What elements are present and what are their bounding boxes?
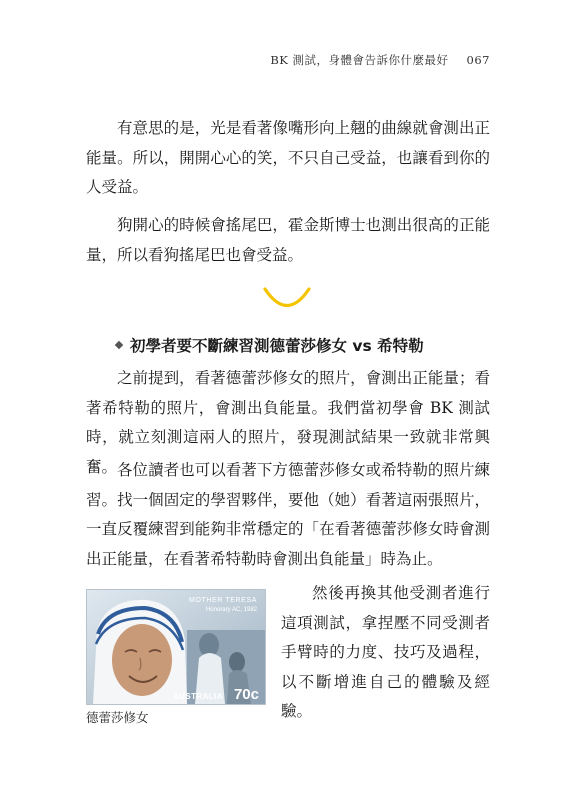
figure-caption: 德蕾莎修女 [86,710,149,725]
section-heading [116,334,424,356]
running-header [270,52,490,68]
paragraph-other-subjects-text: 然後再換其他受測者進行這項測試，拿捏壓不同受測者手臂時的力度、技巧及過程，以不斷增進自己的體驗及經驗。 [281,584,490,721]
paragraph-dog-tail: 狗開心的時候會搖尾巴，霍金斯博士也測出很高的正能量，所以看狗搖尾巴也會受益。 [86,216,490,264]
paragraph-smile-curve: 有意思的是，光是看著像嘴形向上翹的曲線就會測出正能量。所以，開開心心的笑，不只自己受益，也讓看到你的人受益。 [86,119,490,197]
running-title: BK 測試，身體會告訴你什麼最好 [270,53,449,67]
stamp-value: 70c [233,686,259,703]
smile-icon [262,286,312,312]
paragraph-other-subjects [281,579,490,727]
section-heading-text: 初學者要不斷練習測德蕾莎修女 vs 希特勒 [130,337,424,355]
stamp-illustration [87,590,265,704]
stamp-country: AUSTRALIA [173,692,223,701]
stamp-subtitle: Honorary AC, 1982 [205,607,257,613]
mother-teresa-stamp-image [86,589,266,705]
bullet-diamond-icon [115,341,123,349]
stamp-title: MOTHER TERESA [189,597,257,604]
paragraph-practice: 各位讀者也可以看著下方德蕾莎修女或希特勒的照片練習。找一個固定的學習夥伴，要他（她）看著這兩張照片，一直反覆練習到能夠非常穩定的「在看著德蕾莎修女時會測出正能量，在看著希特勒時會測出負能量」時為止。 [86,461,490,568]
page-number: 067 [466,53,490,67]
paragraph-photo-test: 之前提到，看著德蕾莎修女的照片，會測出正能量；看著希特勒的照片，會測出負能量。我們當初學會 BK 測試時，就立刻測這兩人的照片，發現測試結果一致就非常興奮。 [86,369,490,476]
